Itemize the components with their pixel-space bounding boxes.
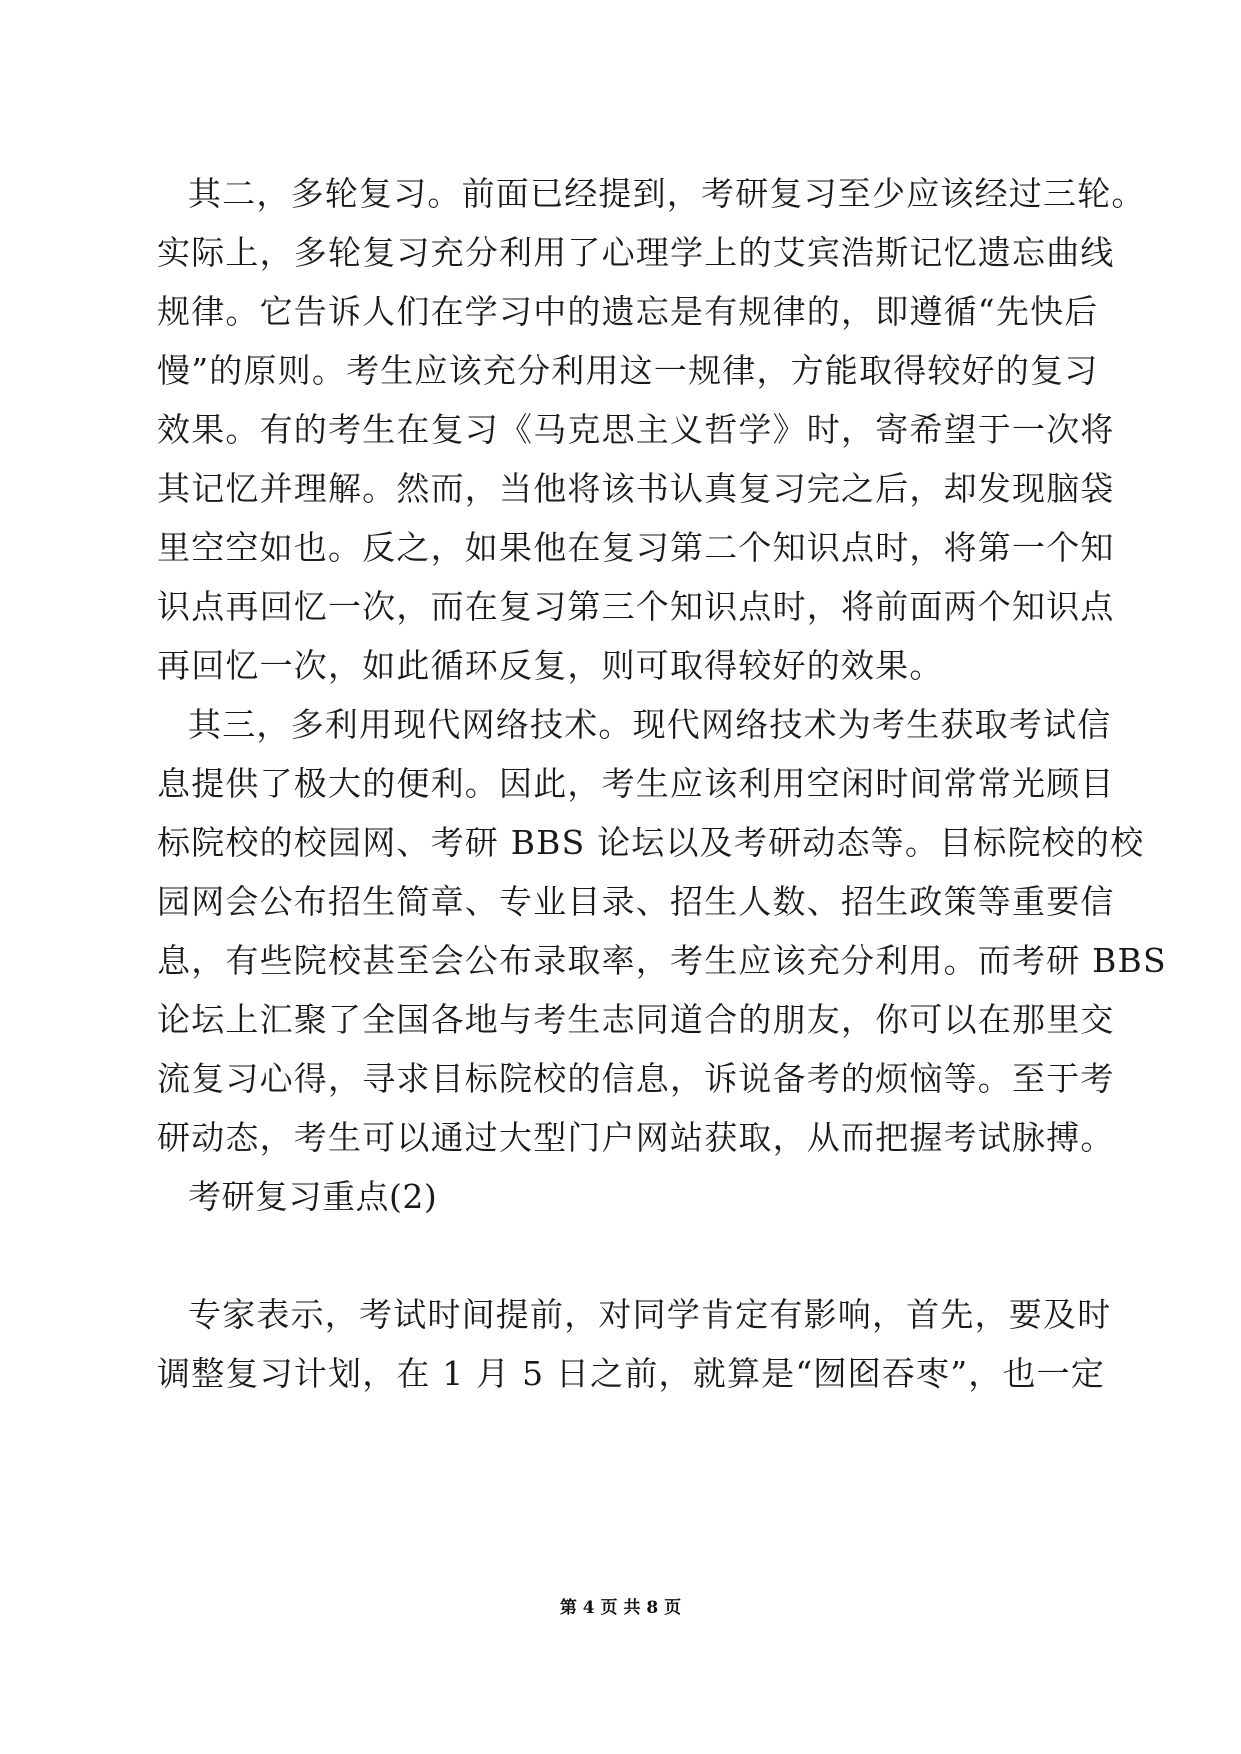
paragraph-line: 息，有些院校甚至会公布录取率，考生应该充分利用。而考研 BBS [157,941,1167,980]
paragraph-line: 效果。有的考生在复习《马克思主义哲学》时，寄希望于一次将 [157,410,1115,449]
section-heading: 考研复习重点(2) [188,1177,438,1216]
paragraph-line: 息提供了极大的便利。因此，考生应该利用空闲时间常常光顾目 [157,764,1115,803]
paragraph-line: 专家表示，考试时间提前，对同学肯定有影响，首先，要及时 [188,1295,1112,1334]
paragraph-line: 其二，多轮复习。前面已经提到，考研复习至少应该经过三轮。 [188,174,1146,213]
paragraph-line: 研动态，考生可以通过大型门户网站获取，从而把握考试脉搏。 [157,1118,1115,1157]
paragraph-line: 再回忆一次，如此循环反复，则可取得较好的效果。 [157,646,944,685]
paragraph-line: 流复习心得，寻求目标院校的信息，诉说备考的烦恼等。至于考 [157,1059,1115,1098]
paragraph-line: 慢”的原则。考生应该充分利用这一规律，方能取得较好的复习 [157,351,1099,390]
paragraph-line: 其三，多利用现代网络技术。现代网络技术为考生获取考试信 [188,705,1112,744]
paragraph-line: 识点再回忆一次，而在复习第三个知识点时，将前面两个知识点 [157,587,1115,626]
page-footer: 第 4 页 共 8 页 [559,1598,682,1618]
paragraph-line: 规律。它告诉人们在学习中的遗忘是有规律的，即遵循“先快后 [157,292,1099,331]
paragraph-line: 里空空如也。反之，如果他在复习第二个知识点时，将第一个知 [157,528,1115,567]
paragraph-line: 标院校的校园网、考研 BBS 论坛以及考研动态等。目标院校的校 [157,823,1145,862]
paragraph-line: 其记忆并理解。然而，当他将该书认真复习完之后，却发现脑袋 [157,469,1115,508]
paragraph-line: 实际上，多轮复习充分利用了心理学上的艾宾浩斯记忆遗忘曲线 [157,233,1115,272]
paragraph-line: 园网会公布招生简章、专业目录、招生人数、招生政策等重要信 [157,882,1115,921]
paragraph-line: 调整复习计划，在 1 月 5 日之前，就算是“囫囵吞枣”，也一定 [157,1354,1106,1393]
paragraph-line: 论坛上汇聚了全国各地与考生志同道合的朋友，你可以在那里交 [157,1000,1115,1039]
